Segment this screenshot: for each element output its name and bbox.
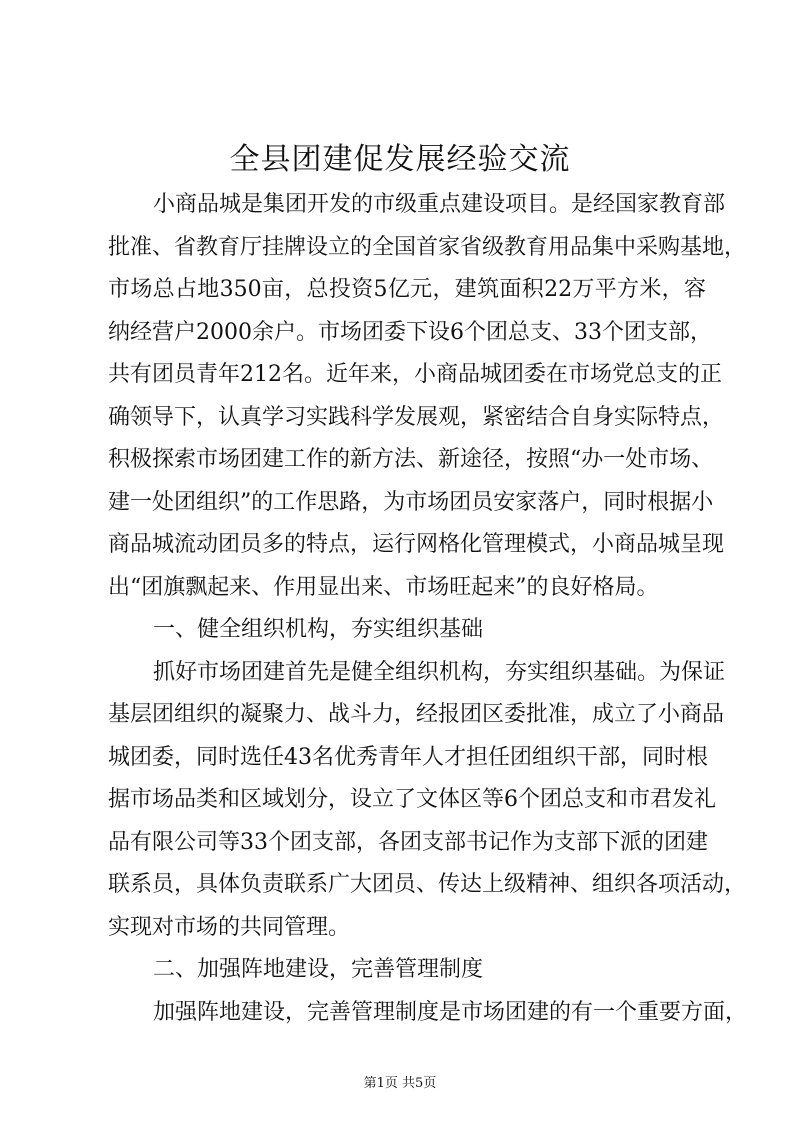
paragraph-line: 城团委，同时选任43名优秀青年人才担任团组织干部，同时根 (108, 744, 708, 770)
paragraph-line: 商品城流动团员多的特点，运行网格化管理模式，小商品城呈现 (108, 532, 725, 557)
paragraph-line: 小商品城是集团开发的市级重点建设项目。是经国家教育部 (153, 192, 726, 217)
paragraph-line: 积极探索市场团建工作的新方法、新途径，按照“办一处市场、 (108, 447, 714, 472)
paragraph-line: 建一处团组织”的工作思路，为市场团员安家落户，同时根据小 (108, 489, 714, 515)
document-title: 全县团建促发展经验交流 (229, 142, 571, 177)
paragraph-line: 加强阵地建设，完善管理制度是市场团建的有一个重要方面， (153, 999, 748, 1025)
section-heading: 二、加强阵地建设，完善管理制度 (153, 957, 484, 982)
document-body (108, 184, 748, 1034)
page-footer: 第1页 共5页 (363, 1076, 437, 1091)
paragraph-line: 纳经营户2000余户。市场团委下设6个团总支、33个团支部， (108, 319, 712, 345)
paragraph-line: 市场总占地350亩，总投资5亿元，建筑面积22万平方米，容 (108, 277, 706, 302)
paragraph-line: 批准、省教育厅挂牌设立的全国首家省级教育用品集中采购基地， (108, 234, 747, 260)
paragraph-line: 品有限公司等33个团支部，各团支部书记作为支部下派的团建 (108, 829, 708, 855)
paragraph-line: 确领导下，认真学习实践科学发展观，紧密结合自身实际特点， (108, 404, 725, 430)
paragraph-line: 据市场品类和区域划分，设立了文体区等6个团总支和市君发礼 (108, 787, 716, 812)
section-heading: 一、健全组织机构，夯实组织基础 (153, 617, 484, 642)
paragraph-line: 联系员，具体负责联系广大团员、传达上级精神、组织各项活动， (108, 872, 747, 897)
paragraph-line: 出“团旗飘起来、作用显出来、市场旺起来”的良好格局。 (108, 574, 659, 600)
paragraph-line: 基层团组织的凝聚力、战斗力，经报团区委批准，成立了小商品 (108, 702, 725, 727)
paragraph-line: 共有团员青年212名。近年来，小商品城团委在市场党总支的正 (108, 362, 722, 387)
paragraph-line: 抓好市场团建首先是健全组织机构，夯实组织基础。为保证 (153, 659, 726, 685)
paragraph-line: 实现对市场的共同管理。 (108, 914, 351, 940)
